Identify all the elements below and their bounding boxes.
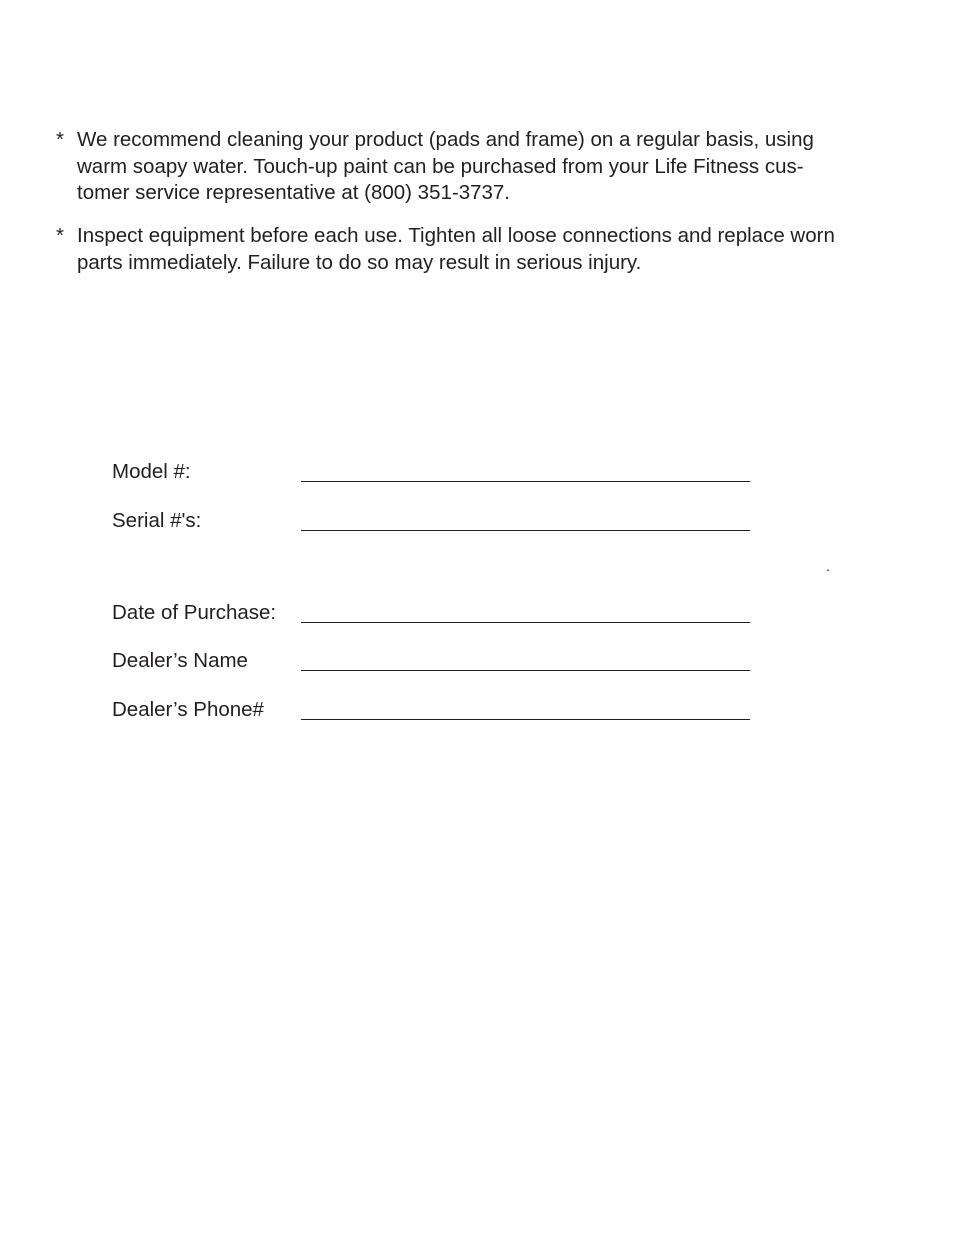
inspection-note (56, 223, 906, 276)
dealer-name-field[interactable] (301, 670, 750, 671)
dealer-name-label: Dealer’s Name (112, 649, 248, 672)
cleaning-note-line-1: We recommend cleaning your product (pads and frame) on a regular basis, using (77, 128, 814, 151)
cleaning-note (56, 127, 906, 207)
cleaning-note-line-2: warm soapy water. Touch-up paint can be purchased from your Life Fitness cus- (77, 154, 804, 178)
date-of-purchase-field[interactable] (301, 622, 750, 623)
inspection-note-line-2: parts immediately. Failure to do so may result in serious injury. (77, 250, 642, 274)
serial-numbers-field[interactable] (301, 530, 750, 531)
stray-mark: . (826, 558, 830, 574)
inspection-note-line-1: Inspect equipment before each use. Tighten all loose connections and replace worn (77, 224, 835, 247)
bullet-asterisk: * (56, 224, 64, 247)
dealer-phone-label: Dealer’s Phone# (112, 698, 264, 721)
model-number-field[interactable] (301, 481, 750, 482)
model-number-label: Model #: (112, 460, 191, 483)
date-of-purchase-label: Date of Purchase: (112, 601, 277, 624)
cleaning-note-line-3: tomer service representative at (800) 351-3737. (77, 181, 511, 204)
serial-numbers-label: Serial #'s: (112, 509, 202, 532)
dealer-phone-field[interactable] (301, 719, 750, 720)
bullet-asterisk: * (56, 128, 64, 151)
